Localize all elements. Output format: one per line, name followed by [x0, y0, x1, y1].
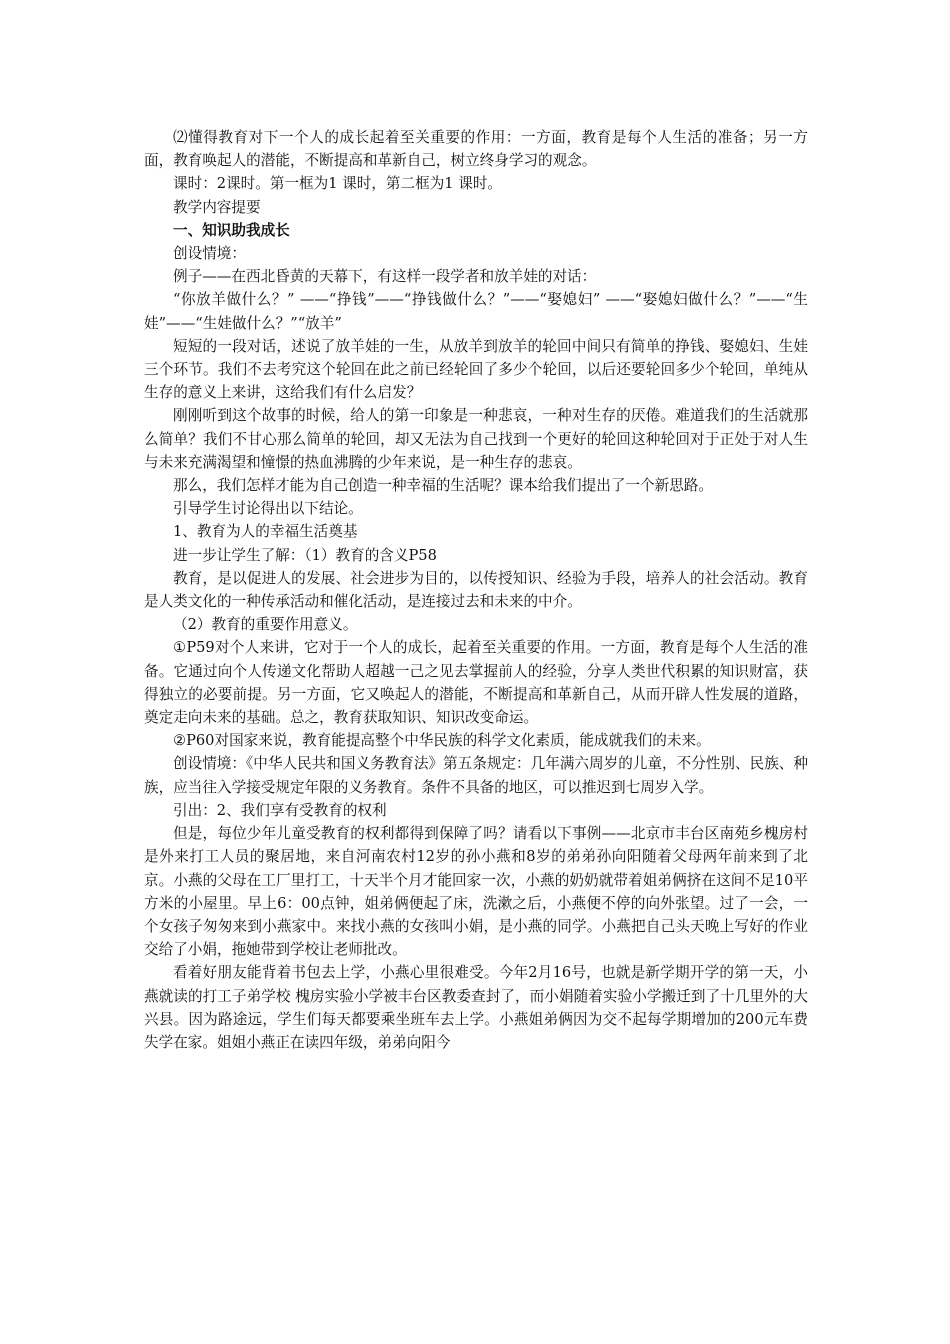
document-body [144, 126, 808, 1054]
section-heading: 一、知识助我成长 [173, 221, 290, 239]
example-intro: 例子——在西北昏黄的天幕下，有这样一段学者和放羊娃的对话： [173, 268, 597, 286]
objective-paragraph: ⑵懂得教育对下一个人的成长起着至关重要的作用：一方面，教育是每个人生活的准备；另一方面，教育唤起人的潜能，不断提高和革新自己，树立终身学习的观念。 [144, 129, 808, 170]
body-paragraph: 进一步让学生了解：（1）教育的含义P58 [173, 546, 437, 564]
body-paragraph: 创设情境：《中华人民共和国义务教育法》第五条规定：几年满六周岁的儿童，不分性别、民族、种族，应当往入学接受规定年限的义务教育。条件不具备的地区，可以推迟到七周岁入学。 [144, 755, 808, 796]
body-paragraph: 看着好朋友能背着书包去上学，小燕心里很难受。今年2月16号，也就是新学期开学的第一天，小燕就读的打工子弟学校 槐房实验小学被丰台区教委查封了，而小娟随着实验小学搬迁到了十几里外的大兴县。因为路途远，学生们每天都要乘坐班车去上学。小燕姐弟俩因为交不起每学期增加的200元车费失学在家。姐姐小燕正在读四年级，弟弟向阳今 [144, 964, 808, 1051]
body-paragraph: 但是，每位少年儿童受教育的权利都得到保障了吗？请看以下事例——北京市丰台区南苑乡槐房村是外来打工人员的聚居地，来自河南农村12岁的孙小燕和8岁的弟弟孙向阳随着父母两年前来到了北京。小燕的父母在工厂里打工，十天半个月才能回家一次，小燕的奶奶就带着姐弟俩挤在这间不足10平方米的小屋里。早上6：00点钟，姐弟俩便起了床，洗漱之后，小燕便不停的向外张望。过了一会，一个女孩子匆匆来到小燕家中。来找小燕的女孩叫小娟，是小燕的同学。小燕把自己头天晚上写好的作业交给了小娟，拖她带到学校让老师批改。 [144, 825, 808, 959]
body-paragraph: ①P59对个人来讲，它对于一个人的成长，起着至关重要的作用。一方面，教育是每个人生活的准备。它通过向个人传递文化帮助人超越一己之见去掌握前人的经验，分享人类世代积累的知识财富，获得独立的必要前提。另一方面，它又唤起人的潜能，不断提高和革新自己，从而开辟人性发展的道路，奠定走向未来的基础。总之，教育获取知识、知识改变命运。 [144, 639, 808, 727]
subsection-heading: 引出：2、我们享有受教育的权利 [173, 801, 387, 819]
body-paragraph: 教育，是以促进人的发展、社会进步为目的，以传授知识、经验为手段，培养人的社会活动。教育是人类文化的一种传承活动和催化活动，是连接过去和未来的中介。 [144, 569, 808, 611]
body-paragraph: 短短的一段对话，述说了放羊娃的一生，从放羊到放羊的轮回中间只有简单的挣钱、娶媳妇、生娃三个环节。我们不去考究这个轮回在此之前已经轮回了多少个轮回，以后还要轮回多少个轮回，单纯从生存的意义上来讲，这给我们有什么启发？ [144, 337, 808, 402]
content-outline-heading: 教学内容提要 [173, 198, 261, 216]
body-paragraph: ②P60对国家来说，教育能提高整个中华民族的科学文化素质，能成就我们的未来。 [173, 732, 711, 750]
class-hours-line: 课时：2课时。第一框为1 课时，第二框为1 课时。 [173, 175, 503, 193]
subsection-heading: 1、教育为人的幸福生活奠基 [173, 523, 358, 541]
scenario-label: 创设情境： [173, 245, 246, 263]
body-paragraph: 那么，我们怎样才能为自己创造一种幸福的生活呢？课本给我们提出了一个新思路。 [173, 477, 713, 495]
body-paragraph: 刚刚听到这个故事的时候，给人的第一印象是一种悲哀，一种对生存的厌倦。难道我们的生活就那么简单？我们不甘心那么简单的轮回，却又无法为自己找到一个更好的轮回这种轮回对于正处于对人生与未来充满渴望和憧憬的热血沸腾的少年来说，是一种生存的悲哀。 [144, 407, 808, 471]
body-paragraph: 引导学生讨论得出以下结论。 [173, 500, 363, 518]
dialogue-paragraph: “你放羊做什么？” ——“挣钱”——“挣钱做什么？”——“娶媳妇” ——“娶媳妇做什么？”——“生娃”——“生娃做什么？”“放羊” [144, 291, 808, 332]
body-paragraph: （2）教育的重要作用意义。 [173, 616, 358, 634]
